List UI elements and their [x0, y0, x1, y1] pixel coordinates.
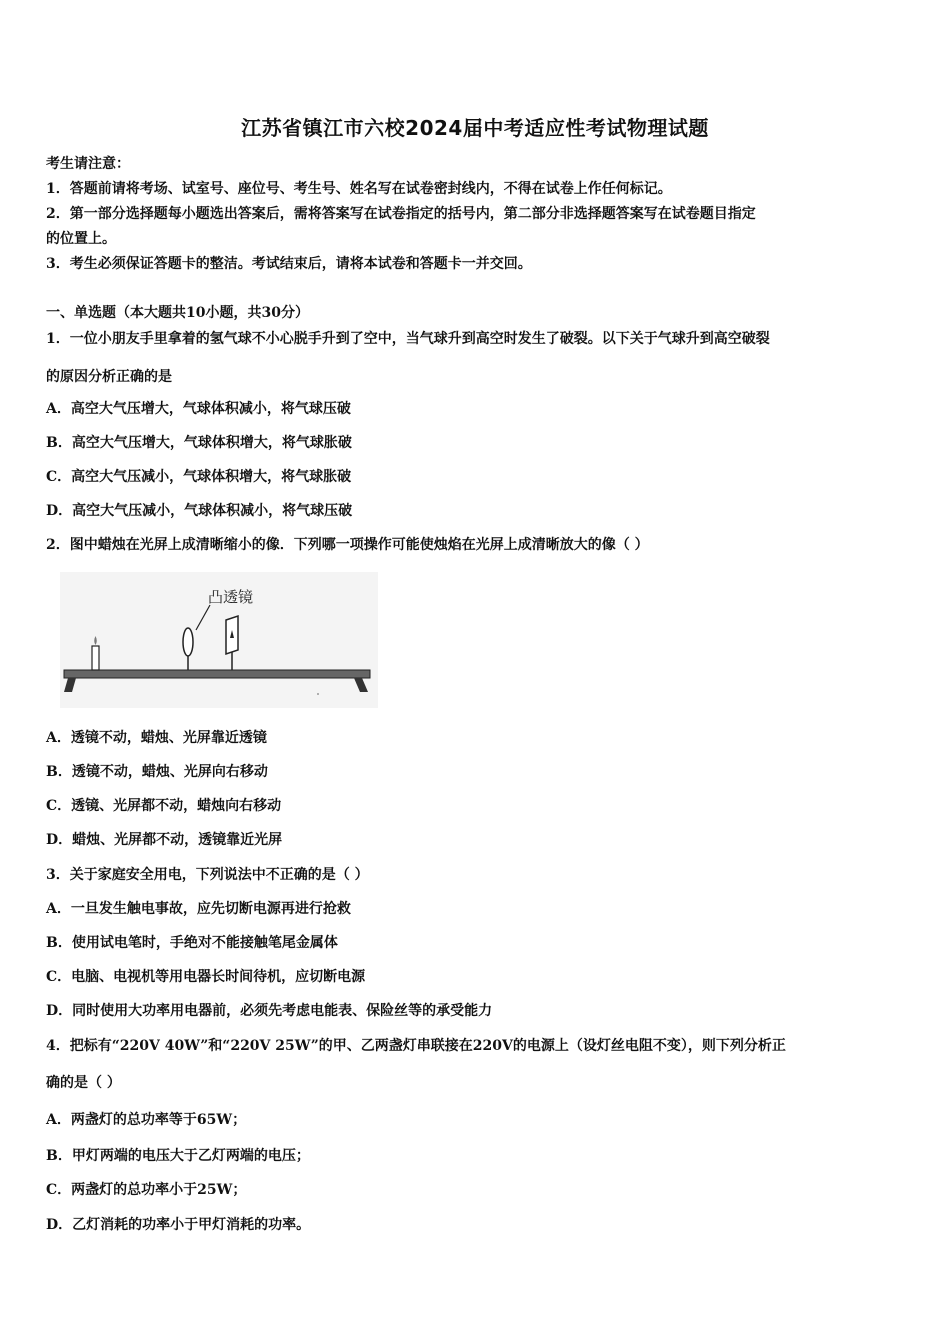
q3-stem: 3．关于家庭安全用电，下列说法中不正确的是（ ） — [46, 867, 369, 883]
notice-item: 1．答题前请将考场、试室号、座位号、考生号、姓名写在试卷密封线内，不得在试卷上作任何标记。 — [46, 181, 672, 197]
q4-option-a: A．两盏灯的总功率等于65W； — [46, 1112, 247, 1128]
optical-bench-figure — [60, 572, 378, 708]
optical-bench-diagram — [60, 572, 378, 708]
q1-option-b: B．高空大气压增大，气球体积增大，将气球胀破 — [46, 435, 352, 451]
notice-item: 2．第一部分选择题每小题选出答案后，需将答案写在试卷指定的括号内，第二部分非选择题答案写在试卷题目指定 — [46, 206, 756, 222]
notice-item: 3．考生必须保证答题卡的整洁。考试结束后，请将本试卷和答题卡一并交回。 — [46, 256, 532, 272]
q2-option-c: C．透镜、光屏都不动，蜡烛向右移动 — [46, 798, 282, 814]
q1-option-a: A．高空大气压增大，气球体积减小，将气球压破 — [46, 401, 351, 417]
q1-option-c: C．高空大气压减小，气球体积增大，将气球胀破 — [46, 469, 352, 485]
q4-stem: 4．把标有“220V 40W”和“220V 25W”的甲、乙两盏灯串联接在220V的电源上（设灯丝电阻不变），则下列分析正 — [46, 1038, 786, 1054]
q3-option-a: A．一旦发生触电事故，应先切断电源再进行抢救 — [46, 901, 351, 917]
q3-option-b: B．使用试电笔时，手绝对不能接触笔尾金属体 — [46, 935, 338, 951]
q2-option-a: A．透镜不动，蜡烛、光屏靠近透镜 — [46, 730, 267, 746]
exam-title: 江苏省镇江市六校2024届中考适应性考试物理试题 — [241, 116, 709, 140]
q1-stem: 的原因分析正确的是 — [46, 369, 172, 385]
q3-option-d: D．同时使用大功率用电器前，必须先考虑电能表、保险丝等的承受能力 — [46, 1003, 493, 1019]
lens-label: 凸透镜 — [208, 588, 254, 606]
q4-option-d: D．乙灯消耗的功率小于甲灯消耗的功率。 — [46, 1217, 311, 1233]
notice-heading: 考生请注意： — [46, 156, 130, 172]
q4-option-b: B．甲灯两端的电压大于乙灯两端的电压； — [46, 1148, 310, 1164]
section-heading: 一、单选题（本大题共10小题，共30分） — [46, 305, 309, 321]
q2-stem: 2．图中蜡烛在光屏上成清晰缩小的像．下列哪一项操作可能使烛焰在光屏上成清晰放大的像（ ） — [46, 537, 649, 553]
q3-option-c: C．电脑、电视机等用电器长时间待机，应切断电源 — [46, 969, 366, 985]
q1-stem: 1．一位小朋友手里拿着的氢气球不小心脱手升到了空中，当气球升到高空时发生了破裂。以下关于气球升到高空破裂 — [46, 331, 770, 347]
q4-option-c: C．两盏灯的总功率小于25W； — [46, 1182, 247, 1198]
q2-option-d: D．蜡烛、光屏都不动，透镜靠近光屏 — [46, 832, 283, 848]
q1-option-d: D．高空大气压减小，气球体积减小，将气球压破 — [46, 503, 353, 519]
notice-item: 的位置上。 — [46, 231, 116, 247]
q2-option-b: B．透镜不动，蜡烛、光屏向右移动 — [46, 764, 268, 780]
q4-stem: 确的是（ ） — [46, 1075, 121, 1091]
